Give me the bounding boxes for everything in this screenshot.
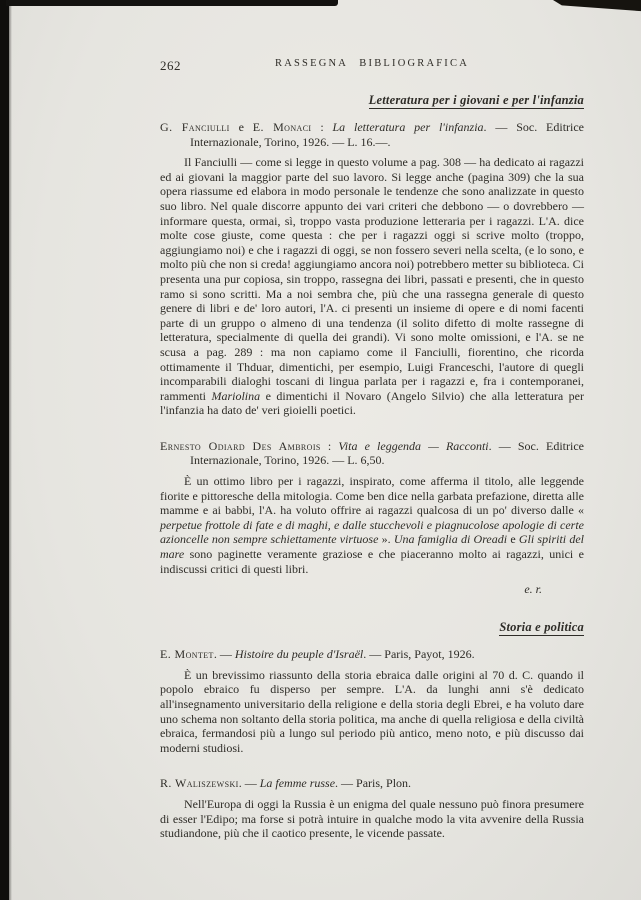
entry-body: È un ottimo libro per i ragazzi, inspirato, come afferma il titolo, alle leggende fiorite e pittoresche della mitologia. Come ben dice nella garbata prefazione, diretta alle mamme e ai babbi, l'A. ha voluto offrire ai ragazzi qualcosa di un po' diverso dalle « perpetue frottole di fate e di maghi, e dalle stucchevoli e piagnucolose apologie di certe azioncelle non sempre schiettamente virtuose ». Una famiglia di Oreadi e Gli spiriti del mare sono paginette veramente graziose e che piaceranno molto ai ragazzi, unici e indiscussi critici di questi libri. bbox=[160, 474, 584, 576]
citation-des-ambrois: Ernesto Odiard Des Ambrois : Vita e leggenda — Racconti. — Soc. Editrice Internazionale, Torino, 1926. — L. 6,50. bbox=[160, 438, 584, 468]
citation-fanciulli-monaci: G. Fanciulli e E. Monaci : La letteratura per l'infanzia. — Soc. Editrice Internazionale, Torino, 1926. — L. 16.—. bbox=[160, 120, 585, 149]
section-heading: Storia e politica bbox=[499, 620, 584, 635]
running-header: RASSEGNA BIBLIOGRAFICA bbox=[275, 58, 469, 69]
entry-body: Nell'Europa di oggi la Russia è un enigma del quale nessuno può finora presumere di esser l'Edipo; ma forse si potrà intuire in qualche modo la vita avvenire della Russia studiandone, più che il caotico presente, le vicende passate. bbox=[160, 796, 584, 841]
page-header bbox=[160, 58, 584, 75]
page-number: 262 bbox=[160, 58, 181, 73]
section-heading-row-literature bbox=[160, 91, 584, 109]
scan-artifact-left-edge bbox=[0, 0, 9, 900]
section-heading-row-history bbox=[160, 618, 584, 636]
scan-artifact-top-right-corner bbox=[553, 0, 641, 18]
reviewer-signature: e. r. bbox=[524, 582, 542, 597]
page-content bbox=[160, 58, 584, 841]
entry-body: Il Fanciulli — come si legge in questo volume a pag. 308 — ha dedicato ai ragazzi ed ai giovani la maggior parte del suo lavoro. Si legge anche (pagina 309) che la sua opera riassume ed elabora in modo personale le tendenze che sono analizzate in questo suo libro. Nel quale discorre appunto dei vari criteri che debbono — o dovrebbero — informare questa, ormai, sì, troppo vasta produzione letteraria per i ragazzi. L'A. dice molte cose giuste, come questa : che per i ragazzi oggi si scrive molto (troppo, aggiungiamo noi) e che i ragazzi di oggi, se non fossero severi nella scelta, (e lo sono, e molto più che non si creda! aggiungiamo ancora noi) potrebbero metter su biblioteca. Ci presenta una pur copiosa, sin troppo, rassegna dei libri, passati e presenti, che in questo ramo si sono scritti. Ma a noi sembra che, più che una rassegna generale di questo genere di libri e de' loro autori, l'A. ci presenti un insieme di opere e di nomi facenti parte di un gruppo o almeno di una tendenza (il solito difetto di molte rassegne di letteratura, specialmente di quella dei grandi). Vi sono molte omissioni, e l'A. se ne scusa a pag. 289 : ma non capiamo come il Fanciulli, fiorentino, che ricorda ottimamente il Thduar, dimentichi, per esempio, Luigi Franceschi, l'autore di quegli incomparabili dialoghi toscani di lingua parlata per i ragazzi e, fra i contemporanei, rammenti Mariolina e dimentichi il Novaro (Angelo Silvio) che alla letteratura per l'infanzia ha dato de' veri gioielli poetici. bbox=[160, 155, 584, 418]
scan-artifact-top-edge bbox=[6, 0, 338, 6]
citation-waliszewski: R. Waliszewski. — La femme russe. — Paris, Plon. bbox=[160, 776, 412, 791]
citation-montet: E. Montet. — Histoire du peuple d'Israël. — Paris, Payot, 1926. bbox=[160, 647, 475, 662]
section-heading: Letteratura per i giovani e per l'infanzia bbox=[368, 93, 584, 107]
entry-body: È un brevissimo riassunto della storia ebraica dalle origini al 70 d. C. quando il popolo ebraico fu disperso per sempre. L'A. da lunghi anni s'è dedicato all'insegnamento universitario della religione e della storia degli Ebrei, e ha voluto dare uno schema non soltanto della storia politica, ma anche di quella religiosa e della civiltà ebraica, fermandosi più a lungo sul periodo più antico, meno noto, e più discusso dai moderni studiosi. bbox=[160, 667, 584, 755]
